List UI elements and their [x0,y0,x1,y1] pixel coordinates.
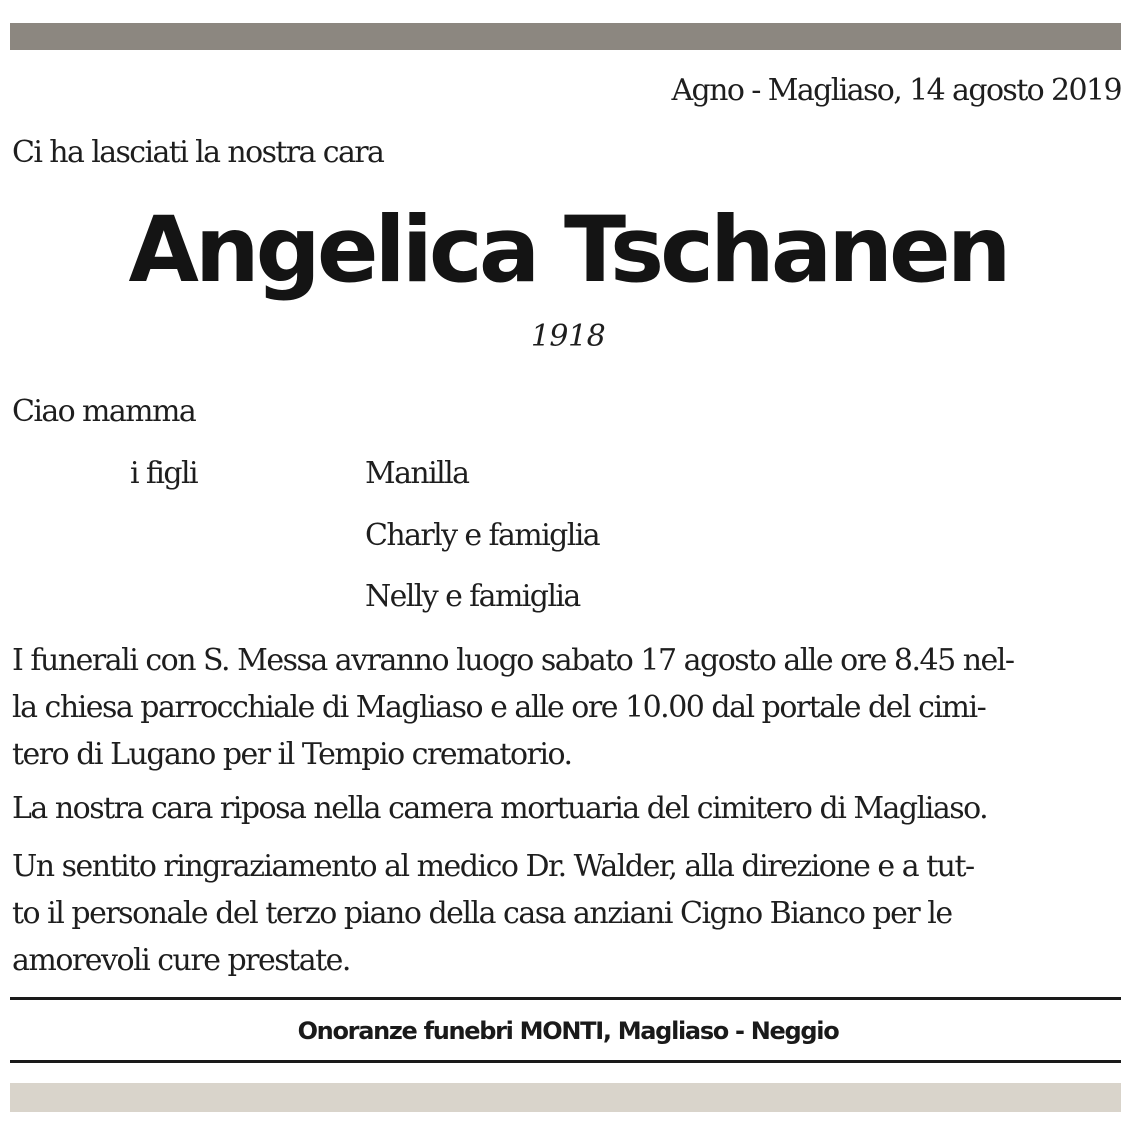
child-name: Nelly e famiglia [365,579,580,614]
thanks-paragraph [12,843,1122,984]
thanks-line: amorevoli cure prestate. [12,943,350,978]
funeral-line: I funerali con S. Messa avranno luogo sabato 17 agosto alle ore 8.45 nel- [12,643,1014,678]
funeral-line: la chiesa parrocchiale di Magliaso e alle ore 10.00 dal portale del cimi- [12,690,986,725]
resting-line: La nostra cara riposa nella camera mortuaria del cimitero di Magliaso. [12,791,988,826]
intro-text: Ci ha lasciati la nostra cara [12,135,384,170]
birth-year: 1918 [530,319,606,354]
bottom-decorative-bar [10,1083,1121,1112]
funeral-line: tero di Lugano per il Tempio crematorio. [12,737,572,772]
resting-paragraph [12,785,1122,832]
child-name: Manilla [365,456,469,491]
deceased-name: Angelica Tschanen [128,198,1008,303]
dateline: Agno - Magliaso, 14 agosto 2019 [671,73,1121,108]
footer-divider-bottom [10,1060,1121,1063]
funeral-paragraph [12,637,1122,778]
farewell-text: Ciao mamma [12,394,196,429]
child-name: Charly e famiglia [365,518,599,553]
thanks-line: Un sentito ringraziamento al medico Dr. Walder, alla direzione e a tut- [12,849,974,884]
footer-divider-top [10,997,1121,1000]
funeral-home-footer: Onoranze funebri MONTI, Magliaso - Neggio [297,1017,839,1045]
children-label: i figli [130,456,198,491]
top-decorative-bar [10,23,1121,50]
thanks-line: to il personale del terzo piano della casa anziani Cigno Bianco per le [12,896,952,931]
